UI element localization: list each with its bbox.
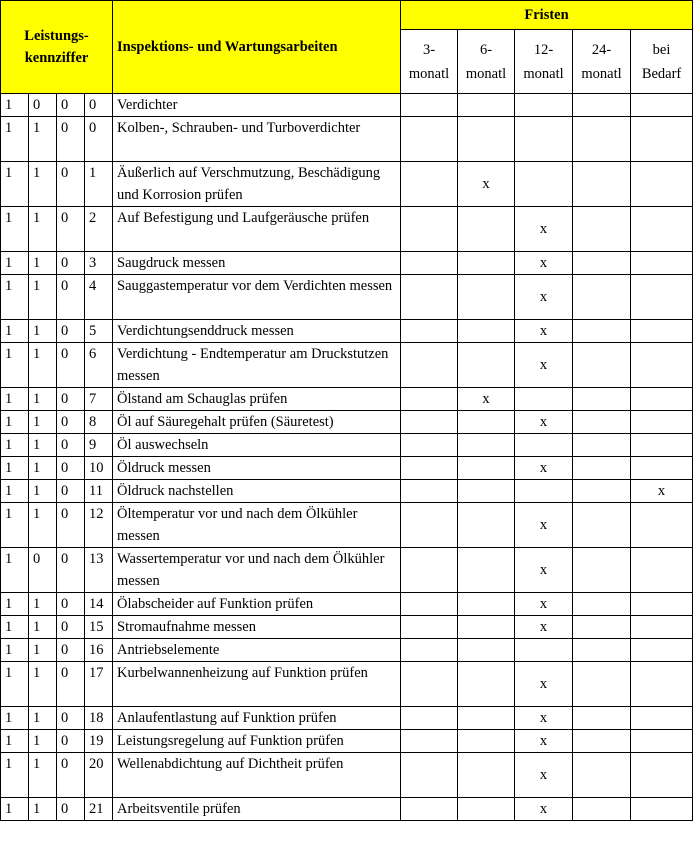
interval-cell-3-monthly [401,593,458,616]
task-description: Stromaufnahme messen [113,616,401,639]
interval-cell-6-monthly [458,320,515,343]
code-digit-3: 0 [57,503,85,548]
interval-cell-3-monthly [401,275,458,320]
interval-cell-12-monthly: x [515,275,573,320]
interval-cell-as-needed [631,388,693,411]
interval-cell-3-monthly [401,207,458,252]
task-description: Verdichtung - Endtemperatur am Druckstutzen messen [113,343,401,388]
code-digit-4: 15 [85,616,113,639]
code-digit-1: 1 [1,252,29,275]
interval-cell-6-monthly [458,457,515,480]
code-digit-4: 7 [85,388,113,411]
period-as-needed: bei Bedarf [631,30,693,94]
code-digit-1: 1 [1,798,29,821]
code-digit-4: 0 [85,94,113,117]
code-digit-3: 0 [57,434,85,457]
interval-cell-24-monthly [573,593,631,616]
code-digit-3: 0 [57,548,85,593]
code-digit-4: 13 [85,548,113,593]
interval-cell-3-monthly [401,457,458,480]
interval-cell-24-monthly [573,388,631,411]
code-digit-2: 1 [29,275,57,320]
code-digit-4: 1 [85,162,113,207]
code-digit-2: 1 [29,117,57,162]
task-description: Antriebselemente [113,639,401,662]
code-digit-4: 2 [85,207,113,252]
code-digit-3: 0 [57,480,85,503]
interval-cell-3-monthly [401,616,458,639]
interval-cell-24-monthly [573,480,631,503]
interval-cell-12-monthly: x [515,503,573,548]
code-digit-3: 0 [57,707,85,730]
code-digit-4: 11 [85,480,113,503]
code-digit-1: 1 [1,411,29,434]
task-description: Leistungsregelung auf Funktion prüfen [113,730,401,753]
interval-cell-12-monthly: x [515,207,573,252]
interval-cell-24-monthly [573,162,631,207]
code-digit-2: 1 [29,730,57,753]
code-digit-4: 9 [85,434,113,457]
task-description: Öldruck nachstellen [113,480,401,503]
interval-cell-12-monthly: x [515,798,573,821]
code-digit-1: 1 [1,320,29,343]
interval-cell-6-monthly: x [458,162,515,207]
code-digit-1: 1 [1,343,29,388]
code-digit-4: 3 [85,252,113,275]
interval-cell-12-monthly: x [515,593,573,616]
table-row [1,388,693,411]
interval-cell-3-monthly [401,503,458,548]
interval-cell-3-monthly [401,320,458,343]
interval-cell-as-needed [631,275,693,320]
task-description: Verdichtungsenddruck messen [113,320,401,343]
code-digit-1: 1 [1,503,29,548]
interval-cell-3-monthly [401,480,458,503]
interval-cell-12-monthly [515,434,573,457]
code-digit-4: 17 [85,662,113,707]
code-digit-4: 18 [85,707,113,730]
interval-cell-24-monthly [573,343,631,388]
table-row [1,252,693,275]
code-digit-3: 0 [57,662,85,707]
code-digit-3: 0 [57,730,85,753]
interval-cell-6-monthly [458,616,515,639]
interval-cell-24-monthly [573,753,631,798]
code-digit-1: 1 [1,434,29,457]
interval-cell-6-monthly [458,94,515,117]
task-description: Anlaufentlastung auf Funktion prüfen [113,707,401,730]
interval-cell-24-monthly [573,457,631,480]
code-digit-1: 1 [1,548,29,593]
interval-cell-12-monthly [515,480,573,503]
code-digit-2: 1 [29,616,57,639]
interval-cell-12-monthly [515,639,573,662]
interval-cell-24-monthly [573,434,631,457]
code-digit-2: 1 [29,252,57,275]
table-row [1,343,693,388]
code-digit-3: 0 [57,798,85,821]
interval-cell-6-monthly [458,639,515,662]
code-digit-4: 8 [85,411,113,434]
task-description: Wellenabdichtung auf Dichtheit prüfen [113,753,401,798]
interval-cell-12-monthly: x [515,616,573,639]
code-digit-2: 1 [29,639,57,662]
table-row [1,434,693,457]
code-digit-2: 1 [29,753,57,798]
interval-cell-3-monthly [401,343,458,388]
description-header: Inspektions- und Wartungsarbeiten [113,1,401,94]
interval-cell-6-monthly [458,207,515,252]
interval-cell-as-needed [631,593,693,616]
interval-cell-as-needed [631,753,693,798]
interval-cell-12-monthly [515,162,573,207]
interval-cell-24-monthly [573,503,631,548]
code-digit-3: 0 [57,388,85,411]
code-digit-3: 0 [57,593,85,616]
interval-cell-24-monthly [573,275,631,320]
table-row [1,117,693,162]
interval-cell-as-needed [631,94,693,117]
code-digit-3: 0 [57,207,85,252]
interval-cell-6-monthly [458,798,515,821]
interval-cell-as-needed [631,503,693,548]
code-digit-3: 0 [57,639,85,662]
interval-cell-3-monthly [401,162,458,207]
interval-cell-as-needed [631,434,693,457]
table-row [1,162,693,207]
code-digit-2: 1 [29,207,57,252]
interval-cell-6-monthly [458,117,515,162]
code-digit-1: 1 [1,730,29,753]
interval-cell-as-needed [631,457,693,480]
period-6-monthly: 6- monatl [458,30,515,94]
task-description: Öltemperatur vor und nach dem Ölkühler messen [113,503,401,548]
interval-cell-as-needed [631,616,693,639]
interval-cell-3-monthly [401,753,458,798]
interval-cell-as-needed: x [631,480,693,503]
interval-cell-3-monthly [401,707,458,730]
table-row [1,639,693,662]
interval-cell-as-needed [631,162,693,207]
code-digit-4: 0 [85,117,113,162]
interval-cell-6-monthly: x [458,388,515,411]
code-digit-1: 1 [1,388,29,411]
interval-cell-3-monthly [401,639,458,662]
code-digit-4: 19 [85,730,113,753]
table-row [1,275,693,320]
interval-cell-as-needed [631,639,693,662]
interval-cell-as-needed [631,252,693,275]
interval-cell-3-monthly [401,94,458,117]
table-row [1,730,693,753]
interval-cell-3-monthly [401,252,458,275]
period-24-monthly: 24- monatl [573,30,631,94]
interval-cell-as-needed [631,662,693,707]
interval-cell-12-monthly [515,117,573,162]
code-digit-1: 1 [1,207,29,252]
interval-cell-24-monthly [573,798,631,821]
interval-cell-12-monthly: x [515,548,573,593]
interval-cell-as-needed [631,707,693,730]
code-digit-1: 1 [1,480,29,503]
code-digit-3: 0 [57,162,85,207]
interval-cell-6-monthly [458,275,515,320]
code-digit-3: 0 [57,343,85,388]
interval-cell-12-monthly: x [515,753,573,798]
interval-cell-as-needed [631,343,693,388]
code-digit-2: 1 [29,480,57,503]
interval-cell-3-monthly [401,117,458,162]
interval-cell-as-needed [631,207,693,252]
task-description: Ölabscheider auf Funktion prüfen [113,593,401,616]
code-digit-4: 16 [85,639,113,662]
code-digit-2: 1 [29,434,57,457]
table-row [1,798,693,821]
code-digit-1: 1 [1,275,29,320]
code-digit-3: 0 [57,411,85,434]
interval-cell-24-monthly [573,616,631,639]
code-header-line1: Leistungs- [24,28,89,44]
interval-cell-12-monthly: x [515,457,573,480]
code-digit-1: 1 [1,162,29,207]
task-description: Verdichter [113,94,401,117]
task-description: Äußerlich auf Verschmutzung, Beschädigung und Korrosion prüfen [113,162,401,207]
interval-cell-24-monthly [573,411,631,434]
interval-cell-6-monthly [458,593,515,616]
code-digit-1: 1 [1,662,29,707]
table-row [1,548,693,593]
table-row [1,753,693,798]
code-digit-3: 0 [57,457,85,480]
code-digit-2: 1 [29,662,57,707]
table-row [1,662,693,707]
code-digit-3: 0 [57,94,85,117]
interval-cell-3-monthly [401,798,458,821]
code-digit-4: 10 [85,457,113,480]
code-digit-4: 20 [85,753,113,798]
interval-cell-6-monthly [458,707,515,730]
code-digit-2: 1 [29,798,57,821]
periods-header: Fristen [401,1,693,30]
interval-cell-24-monthly [573,94,631,117]
interval-cell-6-monthly [458,753,515,798]
code-digit-4: 6 [85,343,113,388]
interval-cell-3-monthly [401,411,458,434]
interval-cell-6-monthly [458,252,515,275]
code-digit-1: 1 [1,117,29,162]
task-description: Arbeitsventile prüfen [113,798,401,821]
interval-cell-6-monthly [458,503,515,548]
interval-cell-12-monthly [515,94,573,117]
interval-cell-24-monthly [573,252,631,275]
code-digit-1: 1 [1,457,29,480]
interval-cell-6-monthly [458,662,515,707]
interval-cell-6-monthly [458,480,515,503]
task-description: Öl auf Säuregehalt prüfen (Säuretest) [113,411,401,434]
interval-cell-24-monthly [573,662,631,707]
interval-cell-3-monthly [401,662,458,707]
code-digit-1: 1 [1,639,29,662]
table-row [1,480,693,503]
table-row [1,94,693,117]
code-header [1,1,113,94]
table-row [1,411,693,434]
code-digit-2: 1 [29,411,57,434]
task-description: Sauggastemperatur vor dem Verdichten messen [113,275,401,320]
interval-cell-24-monthly [573,320,631,343]
interval-cell-3-monthly [401,730,458,753]
code-digit-2: 1 [29,388,57,411]
period-12-monthly: 12- monatl [515,30,573,94]
table-row [1,457,693,480]
code-digit-2: 1 [29,593,57,616]
table-row [1,503,693,548]
interval-cell-24-monthly [573,207,631,252]
table-row [1,320,693,343]
task-description: Auf Befestigung und Laufgeräusche prüfen [113,207,401,252]
code-digit-1: 1 [1,593,29,616]
code-digit-1: 1 [1,753,29,798]
code-digit-3: 0 [57,275,85,320]
interval-cell-12-monthly: x [515,320,573,343]
code-digit-3: 0 [57,117,85,162]
interval-cell-as-needed [631,798,693,821]
task-description: Wassertemperatur vor und nach dem Ölkühler messen [113,548,401,593]
interval-cell-12-monthly: x [515,252,573,275]
table-row [1,207,693,252]
interval-cell-3-monthly [401,388,458,411]
code-digit-2: 1 [29,320,57,343]
code-digit-3: 0 [57,616,85,639]
interval-cell-24-monthly [573,730,631,753]
interval-cell-6-monthly [458,548,515,593]
code-digit-2: 1 [29,457,57,480]
code-digit-1: 1 [1,707,29,730]
interval-cell-12-monthly: x [515,730,573,753]
code-digit-4: 4 [85,275,113,320]
interval-cell-12-monthly [515,388,573,411]
interval-cell-24-monthly [573,639,631,662]
interval-cell-24-monthly [573,548,631,593]
code-digit-2: 1 [29,707,57,730]
task-description: Öl auswechseln [113,434,401,457]
code-digit-4: 5 [85,320,113,343]
code-digit-2: 0 [29,94,57,117]
code-digit-2: 1 [29,162,57,207]
interval-cell-12-monthly: x [515,707,573,730]
interval-cell-6-monthly [458,730,515,753]
task-description: Kolben-, Schrauben- und Turboverdichter [113,117,401,162]
task-description: Kurbelwannenheizung auf Funktion prüfen [113,662,401,707]
interval-cell-24-monthly [573,707,631,730]
code-digit-3: 0 [57,252,85,275]
interval-cell-as-needed [631,320,693,343]
code-header-line2: kennziffer [24,50,89,66]
code-digit-4: 12 [85,503,113,548]
interval-cell-as-needed [631,117,693,162]
table-row [1,593,693,616]
interval-cell-12-monthly: x [515,662,573,707]
code-digit-1: 1 [1,616,29,639]
task-description: Ölstand am Schauglas prüfen [113,388,401,411]
interval-cell-6-monthly [458,343,515,388]
code-digit-3: 0 [57,320,85,343]
task-description: Saugdruck messen [113,252,401,275]
period-3-monthly: 3- monatl [401,30,458,94]
table-row [1,707,693,730]
code-digit-4: 21 [85,798,113,821]
interval-cell-as-needed [631,730,693,753]
interval-cell-12-monthly: x [515,411,573,434]
code-digit-2: 1 [29,503,57,548]
interval-cell-as-needed [631,411,693,434]
interval-cell-3-monthly [401,434,458,457]
interval-cell-24-monthly [573,117,631,162]
code-digit-4: 14 [85,593,113,616]
interval-cell-6-monthly [458,411,515,434]
table-row [1,616,693,639]
code-digit-3: 0 [57,753,85,798]
code-digit-2: 0 [29,548,57,593]
task-description: Öldruck messen [113,457,401,480]
interval-cell-3-monthly [401,548,458,593]
interval-cell-6-monthly [458,434,515,457]
code-digit-1: 1 [1,94,29,117]
interval-cell-12-monthly: x [515,343,573,388]
code-digit-2: 1 [29,343,57,388]
interval-cell-as-needed [631,548,693,593]
